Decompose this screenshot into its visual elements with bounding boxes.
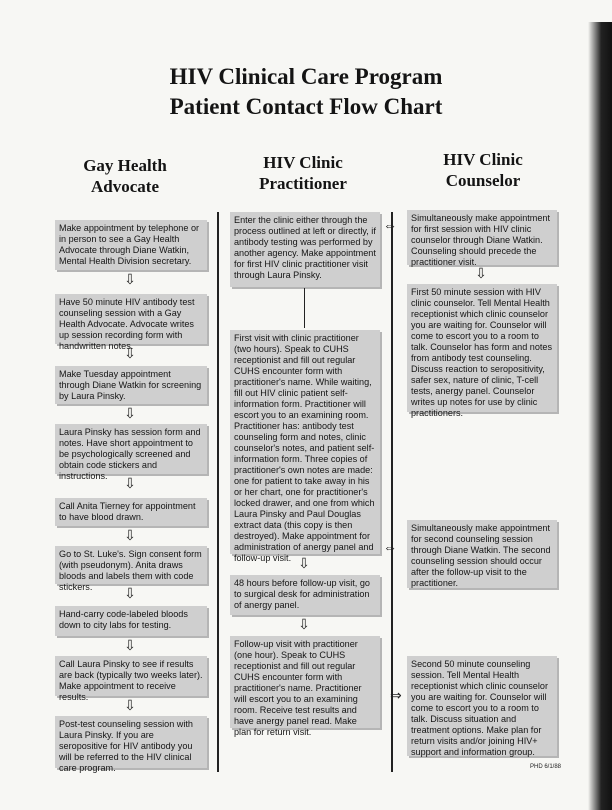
down-arrow-icon: ⇩ bbox=[124, 405, 136, 421]
down-arrow-icon: ⇩ bbox=[124, 527, 136, 543]
down-arrow-icon: ⇩ bbox=[124, 637, 136, 653]
advocate-step-8: Call Laura Pinsky to see if results are back (typically two weeks later). Make appointment to receive results. bbox=[55, 656, 207, 696]
down-arrow-icon: ⇩ bbox=[298, 616, 310, 632]
advocate-step-5: Call Anita Tierney for appointment to have blood drawn. bbox=[55, 498, 207, 526]
title-line-1: HIV Clinical Care Program bbox=[169, 64, 443, 89]
counselor-step-4: Second 50 minute counseling session. Tell Mental Health receptionist which clinic counselor you are waiting for. Counselor will come to escort you to a room to talk. Discuss situation and treatment options. Make plan for return visits and/or joining HIV+ support and information group. bbox=[407, 656, 557, 756]
left-divider-line bbox=[217, 212, 219, 772]
advocate-step-7: Hand-carry code-labeled bloods down to city labs for testing. bbox=[55, 606, 207, 636]
column-header-counselor: HIV Clinic Counselor bbox=[443, 150, 523, 190]
counselor-step-1: Simultaneously make appointment for first session with HIV clinic counselor through Diane Watkin. Counseling should precede the practitioner visit. bbox=[407, 210, 557, 265]
counselor-step-2: First 50 minute session with HIV clinic counselor. Tell Mental Health receptionist which clinic counselor you are waiting for. Counselor will come to escort you to a room to talk. Counselor has form and notes from antibody test counseling. Discuss reaction to seropositivity, safer sex, nature of clinic, T-cell tests, anergy panel. Counselor writes up notes for use by clinic practitioners. bbox=[407, 284, 557, 412]
scan-edge-shadow bbox=[588, 22, 612, 810]
title-line-2: Patient Contact Flow Chart bbox=[169, 94, 443, 119]
advocate-step-9: Post-test counseling session with Laura Pinsky. If you are seropositive for HIV antibody you will be referred to the HIV clinical care program. bbox=[55, 716, 207, 768]
down-arrow-icon: ⇩ bbox=[124, 345, 136, 361]
practitioner-step-4: Follow-up visit with practitioner (one hour). Speak to CUHS receptionist and fill out regular CUHS encounter form with practitioner's name. Practitioner will escort you to an examining room. Receive test results and have anergy panel read. Make plan for return visit. bbox=[230, 636, 380, 728]
column-header-practitioner: HIV Clinic Practitioner bbox=[259, 153, 347, 193]
advocate-step-2: Have 50 minute HIV antibody test counseling session with a Gay Health Advocate. Advocate writes up session recording form with handwritten notes. bbox=[55, 294, 207, 344]
counselor-step-3: Simultaneously make appointment for second counseling session through Diane Watkin. The second counseling session should occur after the follow-up visit to the practitioner. bbox=[407, 520, 557, 588]
bidirectional-arrow-icon: ⇔ bbox=[383, 217, 397, 233]
bidirectional-arrow-icon: ⇔ bbox=[383, 539, 397, 555]
right-arrow-icon: ⇒ bbox=[390, 687, 402, 703]
down-arrow-icon: ⇩ bbox=[124, 271, 136, 287]
advocate-step-3: Make Tuesday appointment through Diane Watkin for screening by Laura Pinsky. bbox=[55, 366, 207, 404]
advocate-step-1: Make appointment by telephone or in person to see a Gay Health Advocate through Diane Watkin, Mental Health Division secretary. bbox=[55, 220, 207, 270]
down-arrow-icon: ⇩ bbox=[475, 265, 487, 281]
down-arrow-icon: ⇩ bbox=[298, 555, 310, 571]
practitioner-connector-line bbox=[304, 288, 305, 328]
down-arrow-icon: ⇩ bbox=[124, 697, 136, 713]
practitioner-step-3: 48 hours before follow-up visit, go to surgical desk for administration of anergy panel. bbox=[230, 575, 380, 615]
advocate-step-6: Go to St. Luke's. Sign consent form (with pseudonym). Anita draws bloods and labels them with code stickers. bbox=[55, 546, 207, 584]
down-arrow-icon: ⇩ bbox=[124, 585, 136, 601]
practitioner-step-2: First visit with clinic practitioner (two hours). Speak to CUHS receptionist and fill out regular CUHS encounter form with practitioner's name. While waiting, fill out HIV clinic patient self-information form. Practitioner will escort you to an examining room. Practitioner has: antibody test counseling form and notes, clinic counselor's notes, and patient self-information form. Three copies of practitioner's own notes are made: one for patient to take away in his or her chart, one for practitioner's locked drawer, and one from which Laura Pinsky and Paul Douglas extract data (this copy is then destroyed). Make appointment for administration of anergy panel and follow-up visit. bbox=[230, 330, 380, 554]
practitioner-step-1: Enter the clinic either through the process outlined at left or directly, if antibody testing was performed by another agency. Make appointment for first HIV clinic practitioner visit through Laura Pinsky. bbox=[230, 212, 380, 287]
advocate-step-4: Laura Pinsky has session form and notes. Have short appointment to be psychologically screened and obtain code stickers and instructions. bbox=[55, 424, 207, 474]
column-header-advocate: Gay Health Advocate bbox=[83, 156, 167, 196]
document-code: PHD 6/1/88 bbox=[530, 764, 562, 770]
down-arrow-icon: ⇩ bbox=[124, 475, 136, 491]
